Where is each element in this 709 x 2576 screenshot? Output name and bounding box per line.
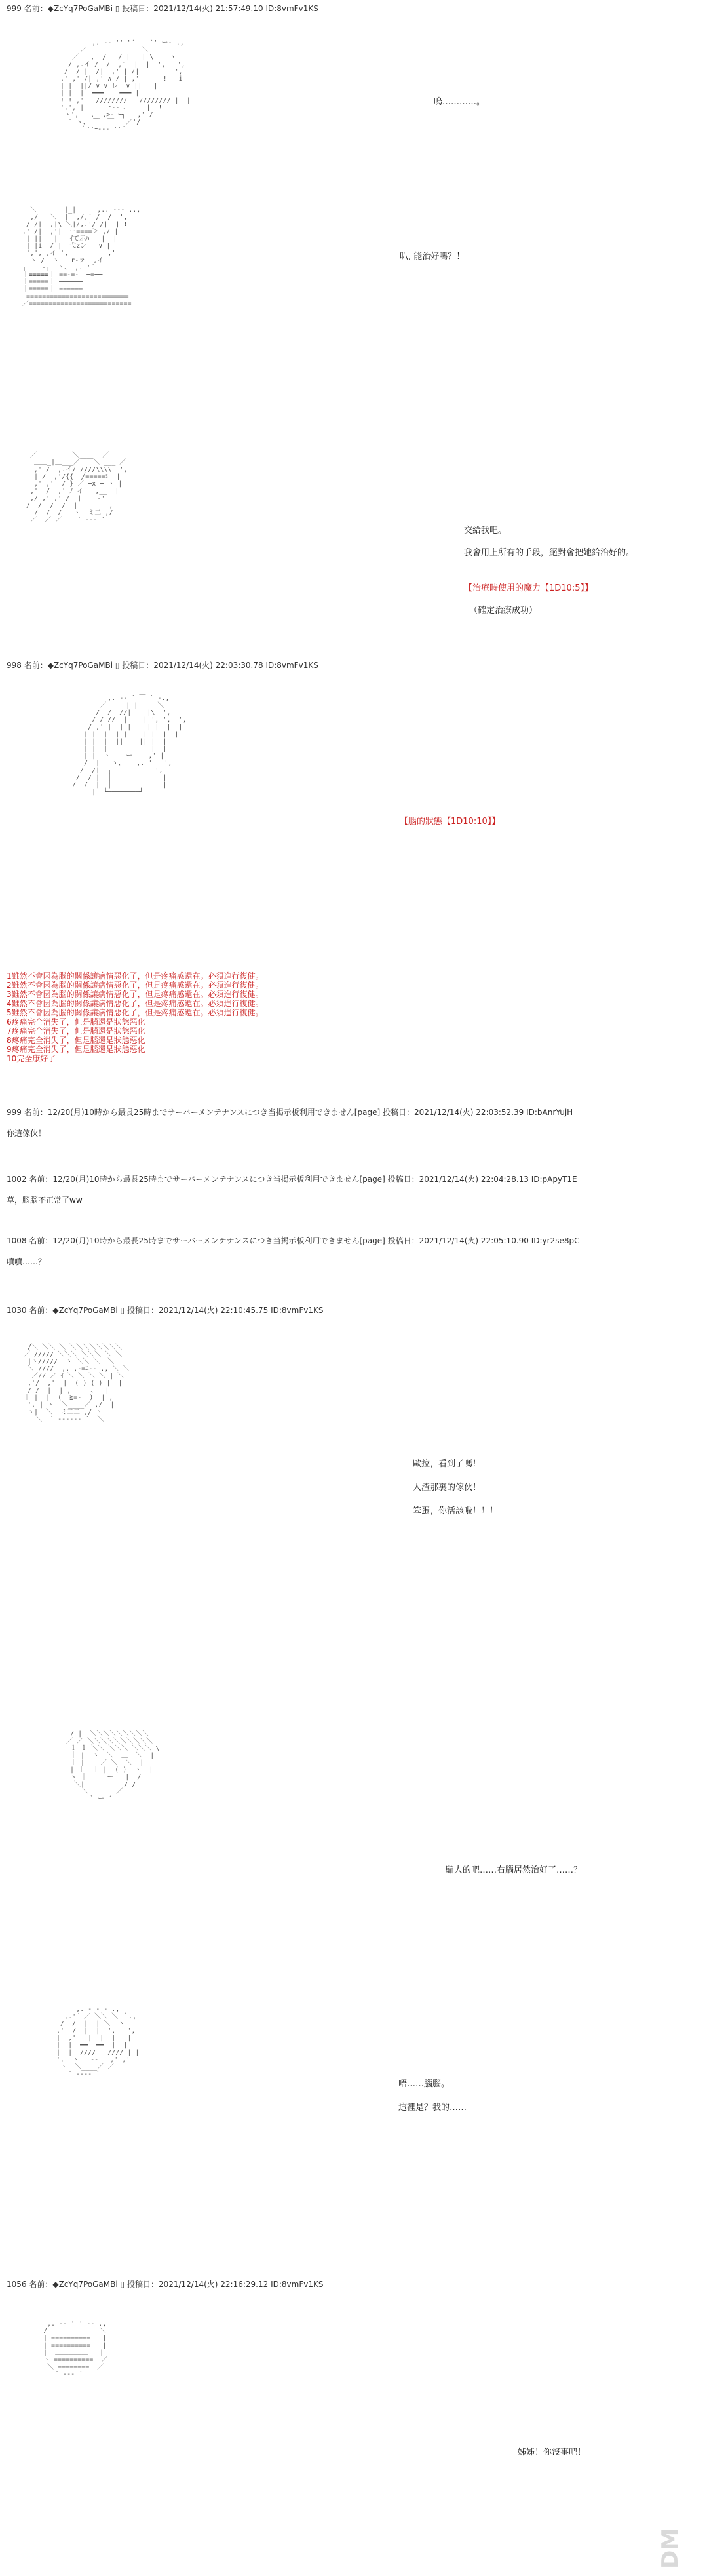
dice-row: 5雖然不會因為腦的關係讓病情惡化了，但是疼痛感還在。必須進行復健。 (7, 1008, 263, 1017)
dialogue-line: 【腦的狀態【1D10:10】】 (400, 817, 501, 827)
dialogue-line: 姊姊！你沒事吧！ (518, 2448, 586, 2457)
post-header: 999 名前：◆ZcYq7PoGaMBi ▯ 投稿日：2021/12/14(火) 21:57:49.10 ID:8vmFv1KS (7, 4, 318, 13)
reply-text: 草，腦腦不正常了ww (7, 1196, 83, 1205)
dialogue-line: 嗚…………。 (434, 97, 486, 107)
ascii-art: ,. -‐ '' "´ ￣ `' ー- ., ／ ＼ ／ , / / | | \ ヽ / ,.イ / / ,′ | | ', ', / / | /| ,' | /| | | ', ,' ,' /| ,' ∧ / | ,' | | ! i | | ||/ ∨ ∨ レ ∨ || | | | | ━━━ ━━━ | | ! ! ,' //////// //////// | | ',', | r‐‐ ､ | ! ヽ', ,_ ,>‐ ｰ┐ ,' / ` ヽ、 ￣ ￣ ／'/ ｀''ｰ--- ''´ (60, 39, 191, 133)
post-header: 1002 名前：12/20(月)10時から最長25時までサーバーメンテナンスにつき当掲示板利用できません[page] 投稿日：2021/12/14(火) 22:04:28.13 ID:pApyT1E (7, 1175, 577, 1184)
dice-row: 1雖然不會因為腦的關係讓病情惡化了，但是疼痛感還在。必須進行復健。 (7, 971, 263, 981)
dice-row: 6疼痛完全消失了，但是腦還是狀態惡化 (7, 1017, 145, 1026)
dice-table (7, 971, 263, 1063)
dice-row: 8疼痛完全消失了，但是腦還是狀態惡化 (7, 1036, 145, 1045)
dice-row: 7疼痛完全消失了，但是腦還是狀態惡化 (7, 1026, 145, 1036)
dialogue-line: 歐拉，看到了嗎！ (413, 1459, 482, 1469)
ascii-art: ,. - ‐ - ., ,.'´ ／ ＼＼ ＼ ｀., / / | | ＼ ヽ ,' / | | ', ', | ,' | | | | | | ━━ ━━ | | | | //// //// | | ', ヽ ‐‐ ,' ,' ヽ ＼____／ ／ ` ‐‐‐‐ ´ (56, 2006, 140, 2078)
post-header: 1008 名前：12/20(月)10時から最長25時までサーバーメンテナンスにつき当掲示板利用できません[page] 投稿日：2021/12/14(火) 22:05:10.90 ID:yr2se8pC (7, 1236, 580, 1245)
ascii-art: ＼ ＿＿＿|_|＿＿ ,.. ‐-‐ .., ,/ ＼ | ,/,´ / / ', / /| ,|\ ＼|/,.'/ /| | ! ,' /| ,'| ー====＞ ,/ | | | | || | ｲて示ﾊ | | | |i / | 弋zン ∨ | ',', ,イ ', ,' ヽ / ヽ r‐ァ ,イ ┌────‐┐ ヽ、 ,. '´ ｜≡≡≡≡≡｜ ==‐=‐ ─=── ｜≡≡≡≡≡｜ ────── ｜≡≡≡≡≡｜ ====== ========================== ／========================== (22, 206, 141, 307)
ascii-art: / | ＼＼＼＼＼＼＼＼＼ ／ ／ ＼＼＼＼＼＼＼＼＼＼ ｌ ｌ ＼＼ ＼＼＼ ＼＼＼ \ ｜ | ヽ ＼__＿ ＼ | ｜ | ／ ＼ ＼ | | ｜ ｜ | ( ) ヽ | ヽ ｜ ー | / ＼| / / ＼ ／ ` ー ´ (66, 1730, 160, 1803)
dice-row: 3雖然不會因為腦的關係讓病情惡化了，但是疼痛感還在。必須進行復健。 (7, 990, 263, 999)
dialogue-line: （確定治療成功） (469, 606, 538, 615)
dialogue-line: 【治療時使用的魔力【1D10:5】】 (464, 583, 593, 593)
reply-text: 你這傢伙！ (7, 1129, 47, 1138)
dice-row: 2雖然不會因為腦的關係讓病情惡化了，但是疼痛感還在。必須進行復健。 (7, 981, 263, 990)
dice-row: 10完全康好了 (7, 1054, 56, 1063)
ascii-art: ,. -‐ ' ' ‐- ., / ＿＿＿＿＿ ＼ | ========== | | ========== | | ＿＿＿＿＿ | ヽ ========== ／ ＼ ======== ／ ` ‐-‐ ´ (43, 2320, 108, 2378)
post-header: 1030 名前：◆ZcYq7PoGaMBi ▯ 投稿日：2021/12/14(火) 22:10:45.75 ID:8vmFv1KS (7, 1306, 324, 1315)
dialogue-line: 交給我吧。 (464, 526, 507, 536)
dialogue-line: 這裡是？我的…… (398, 2103, 467, 2113)
dialogue-line: 騙人的吧……右腦居然治好了……？ (446, 1865, 583, 1875)
watermark-logo: DM (657, 2527, 683, 2569)
dice-row: 4雖然不會因為腦的關係讓病情惡化了，但是疼痛感還在。必須進行復健。 (7, 999, 263, 1008)
dialogue-line: 笨蛋，你活該啦！！！ (413, 1506, 499, 1516)
dialogue-line: 我會用上所有的手段，絕對會把她給治好的。 (464, 548, 635, 558)
post-header: 998 名前：◆ZcYq7PoGaMBi ▯ 投稿日：2021/12/14(火) 22:03:30.78 ID:8vmFv1KS (7, 661, 318, 670)
ascii-art: ￣￣￣￣￣￣￣￣￣￣￣￣￣ ／ ＼ ／ ＿＿_|＿___／￣￣＼ ___ ／ ,' / ,.イ/ ////\\\\ ', | / ,'/{{ ╱=====ﾐ | ,' ,' / } ／ ─x ─ ヽ | ,' / ,' ﾉ イ ,__ | ,/ ,' ,' / | ‐' | / / / / | ,' / / / ヽ ミ二 ,/ ／ ／ ／ ` ‐-‐ ´ (26, 444, 128, 524)
dialogue-line: 唔……腦腦。 (398, 2079, 450, 2089)
post-header: 999 名前：12/20(月)10時から最長25時までサーバーメンテナンスにつき当掲示板利用できません[page] 投稿日：2021/12/14(火) 22:03:52.39 ID:bAnrYujH (7, 1108, 573, 1117)
reply-text: 噴噴……？ (7, 1257, 47, 1266)
post-header: 1056 名前：◆ZcYq7PoGaMBi ▯ 投稿日：2021/12/14(火) 22:16:29.12 ID:8vmFv1KS (7, 2280, 324, 2289)
dialogue-line: 叭, 能治好嗎？！ (400, 252, 465, 262)
dialogue-line: 人渣那裏的傢伙！ (413, 1483, 482, 1493)
ascii-art: ,. -‐ ´ ￣ ` -., ／ | | ＼ / / //| |\ ', / / // | | ', ', ', / ,' | | | | | | | | | | | | | | | | | | | || || | | | | | | | | | ヽ ー ,' | / | ヽ、 ,. ' ', / /| ┌────────┐ ', / / | │ │ | / / | │ │ | | └────────┘ (72, 695, 187, 796)
ascii-art: /＼ ＼＼ ＼ ＼＼＼＼＼＼＼＼ ／ ///// ＼＼＼ ＼＼＼ ＼ ＼ |ヽ///// ヽ ＼＼ ＼ ＼ ＼ //// ,. ,‐=ﾆ‐- ., ＼ ＼ ／// ／ ｲ ＼ ＼ ＼ ＼ | ＼ ,'/ ,' | ( ) ( ) | | / / | | , ─ 、 | | ｜ | | ( ≧=‐ ) | ,' ', | ヽ ＼____／ ,/ | ヽ| ＼ ミ二二 ,/ ヽ ＼ ` ‐----‐ ´ ＼ (24, 1344, 130, 1423)
dice-row: 9疼痛完全消失了，但是腦還是狀態惡化 (7, 1045, 145, 1054)
